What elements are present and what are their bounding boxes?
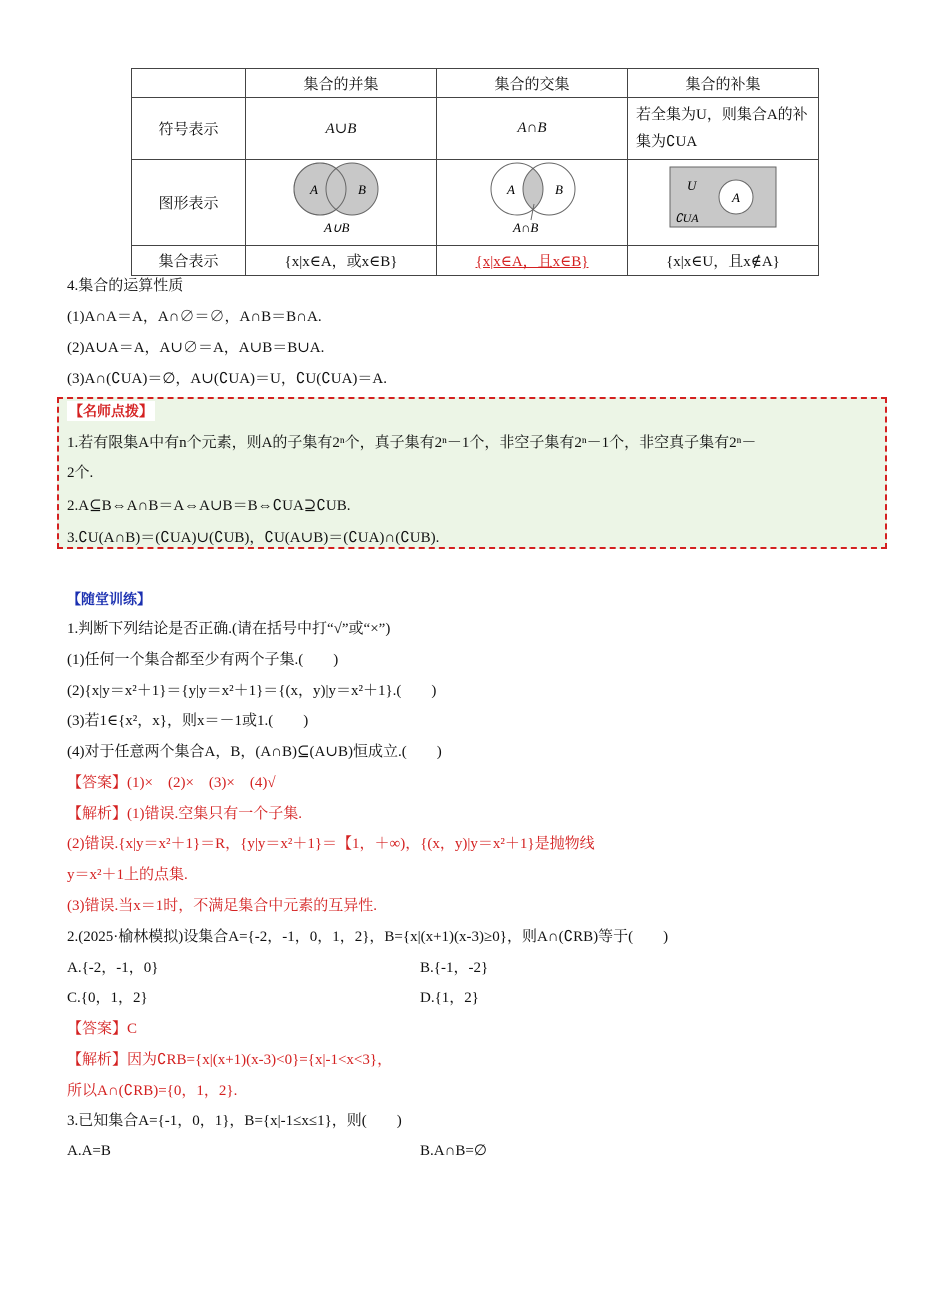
table-header-union: 集合的并集 <box>246 69 437 98</box>
hint-item-3: 3.∁U(A∩B)＝(∁UA)∪(∁UB)，∁U(A∪B)＝(∁UA)∩(∁UB). <box>67 530 440 546</box>
union-venn-diagram <box>246 160 436 240</box>
complement-caption: ∁UA <box>675 211 699 225</box>
union-caption: A∪B <box>324 220 350 235</box>
hint-item-1-line2: 2个. <box>67 465 94 481</box>
complement-venn <box>628 160 819 246</box>
venn-label-u: U <box>687 178 697 193</box>
row-label-set: 集合表示 <box>132 246 246 276</box>
q2-option-d: D.{1，2} <box>420 990 479 1006</box>
section4-title: 4.集合的运算性质 <box>67 278 184 294</box>
q2-answer: 【答案】C <box>67 1021 138 1037</box>
q1-statement-3: (3)若1∈{x²，x}，则x＝－1或1.( ) <box>67 713 309 729</box>
teacher-hint-title: 【名师点拨】 <box>67 401 155 421</box>
q1-statement-2: (2){x|y＝x²＋1}＝{y|y＝x²＋1}＝{(x，y)|y＝x²＋1}.( ) <box>67 683 437 699</box>
q1-stem: 1.判断下列结论是否正确.(请在括号中打“√”或“×”) <box>67 621 391 637</box>
intersection-symbol: A∩B <box>437 98 628 160</box>
q2-analysis-1: 【解析】因为∁RB={x|(x+1)(x-3)<0}={x|-1<x<3}， <box>67 1052 393 1068</box>
venn-label-a3: A <box>732 190 740 205</box>
q2-option-a: A.{-2，-1，0} <box>67 960 159 976</box>
teacher-hint-box <box>57 397 887 549</box>
property-2: (2)A∪A＝A，A∪∅＝A，A∪B＝B∪A. <box>67 340 325 356</box>
q3-stem: 3.已知集合A={-1，0，1}，B={x|-1≤x≤1}，则( ) <box>67 1113 402 1129</box>
property-1: (1)A∩A＝A，A∩∅＝∅，A∩B＝B∩A. <box>67 309 322 325</box>
q1-statement-1: (1)任何一个集合都至少有两个子集.( ) <box>67 652 339 668</box>
practice-title: 【随堂训练】 <box>67 592 151 608</box>
table-header-complement: 集合的补集 <box>628 69 819 98</box>
intersection-venn-diagram <box>437 160 627 240</box>
q1-analysis-4: (3)错误.当x＝1时，不满足集合中元素的互异性. <box>67 898 377 914</box>
complement-symbol: 若全集为U，则集合A的补集为∁UA <box>628 98 819 160</box>
union-symbol: A∪B <box>246 98 437 160</box>
q2-analysis-2: 所以A∩(∁RB)={0，1，2}. <box>67 1083 238 1099</box>
union-set-builder: {x|x∈A，或x∈B} <box>246 246 437 276</box>
q1-statement-4: (4)对于任意两个集合A，B，(A∩B)⊆(A∪B)恒成立.( ) <box>67 744 442 760</box>
q1-answer: 【答案】(1)× (2)× (3)× (4)√ <box>67 775 276 791</box>
q2-option-c: C.{0，1，2} <box>67 990 148 1006</box>
q1-analysis-3: y＝x²＋1上的点集. <box>67 867 188 883</box>
q3-option-b: B.A∩B=∅ <box>420 1143 487 1159</box>
property-3: (3)A∩(∁UA)＝∅，A∪(∁UA)＝U，∁U(∁UA)＝A. <box>67 371 388 387</box>
complement-set-builder: {x|x∈U，且x∉A} <box>628 246 819 276</box>
row-label-graph: 图形表示 <box>132 160 246 246</box>
table-header-empty <box>132 69 246 98</box>
intersection-venn <box>437 160 628 246</box>
intersection-caption: A∩B <box>513 220 539 235</box>
table-header-intersection: 集合的交集 <box>437 69 628 98</box>
union-venn <box>246 160 437 246</box>
q2-option-b: B.{-1，-2} <box>420 960 489 976</box>
q1-analysis-2: (2)错误.{x|y＝x²＋1}＝R，{y|y＝x²＋1}＝【1，＋∞)，{(x，y)|y＝x²＋1}是抛物线 <box>67 836 595 852</box>
hint-item-1-line1: 1.若有限集A中有n个元素，则A的子集有2ⁿ个，真子集有2ⁿ－1个，非空子集有2ⁿ－1个，非空真子集有2ⁿ－ <box>67 435 757 451</box>
complement-venn-diagram <box>628 160 818 240</box>
venn-label-a2: A <box>507 182 515 197</box>
venn-label-b2: B <box>555 182 563 197</box>
hint-item-2: 2.A⊆B⇔A∩B＝A⇔A∪B＝B⇔∁UA⊇∁UB. <box>67 498 351 514</box>
venn-label-b: B <box>358 182 366 197</box>
q2-stem: 2.(2025·榆林模拟)设集合A={-2，-1，0，1，2}，B={x|(x+1)(x-3)≥0}，则A∩(∁RB)等于( ) <box>67 929 669 945</box>
row-label-symbol: 符号表示 <box>132 98 246 160</box>
venn-label-a: A <box>310 182 318 197</box>
intersection-set-builder: {x|x∈A，且x∈B} <box>437 246 628 276</box>
q3-option-a: A.A=B <box>67 1143 111 1159</box>
set-operations-table <box>131 68 819 276</box>
q1-analysis-1: 【解析】(1)错误.空集只有一个子集. <box>67 806 302 822</box>
